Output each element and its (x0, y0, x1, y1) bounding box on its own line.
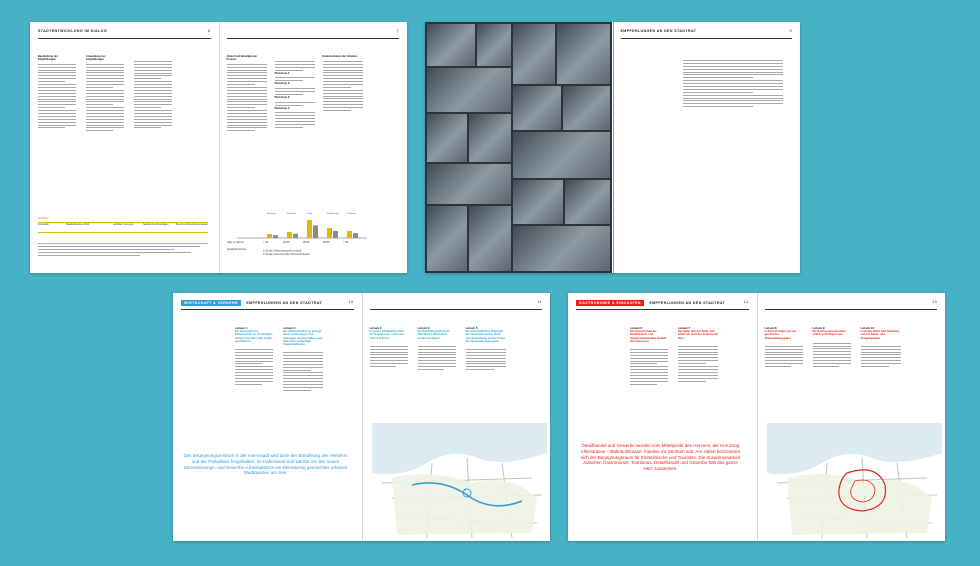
thesis-label: Leitsatz 7: (678, 327, 691, 330)
body-text-lines (683, 60, 783, 107)
chart-category-label: Stadtplanung (326, 213, 339, 215)
thesis-text: Die Gastronomie am Hafen strahlt in die Region aus. (812, 330, 846, 337)
areas-table (38, 218, 208, 268)
running-header (621, 29, 793, 38)
chart-legend-entry: in 50 allen Wohnortgruppe/Innenstadt (262, 250, 301, 253)
chart-bar (267, 234, 272, 238)
document-spread-1 (30, 22, 407, 273)
body-text-lines (235, 349, 273, 385)
summary-caption: Das Begegnungszentrum in der Innenstadt wird dank der Bündelung des Verkehrs und der Parkplätze freigehalten. Im Hafenareal Süd wächst mit den neuen Dienstleistungs- und Gewerbe-Arbeitsplätzen ein kleinräumig gemischtes urbanes Stadtquartier am See. (183, 453, 348, 476)
table-rule (38, 243, 208, 244)
page-12 (568, 293, 757, 541)
text-column (86, 56, 124, 133)
header-rule (181, 309, 354, 310)
workshop-photo (513, 180, 563, 224)
thesis-column (678, 327, 718, 383)
section-title: EMPFEHLUNGEN AN DEN STADTRAT (620, 29, 697, 33)
chart-tick-label: 35-50 (302, 241, 310, 244)
header-rule (38, 38, 211, 39)
text-column (683, 60, 783, 109)
text-column (38, 56, 76, 130)
workshop-photo (513, 86, 561, 130)
workshop-photo (427, 206, 467, 271)
workshop-photo (427, 114, 467, 162)
thesis-label: Leitsatz 3: (369, 327, 383, 330)
text-column (227, 56, 267, 133)
page-11 (362, 293, 551, 541)
chart-bar (353, 233, 358, 238)
page-number: 10 (348, 300, 354, 304)
page-number: 9 (789, 29, 792, 33)
thesis-label: Leitsatz 5: (465, 327, 479, 330)
body-text-lines (678, 346, 718, 382)
chart-tick-label: > 65 (342, 241, 348, 244)
chart-bar (327, 228, 332, 238)
thesis-text: Der Hafenareal Rorf ist geprägt durch umfassungen Frei- nutzungen und das Hafen- areal Süd durch nachhaltige Tangentialdienste. (283, 330, 323, 347)
chart-category-label: Wirtschaft (286, 213, 296, 215)
thesis-label: Leitsatz 6: (630, 327, 643, 330)
chart-tick-label: 50-65 (322, 241, 330, 244)
map-district (392, 474, 537, 535)
thesis-text: Im Gebiet Hafen Süd entwickelt sich ein Kultur- und Ausgehangebot. (860, 330, 900, 340)
body-text-lines (466, 349, 506, 370)
table-head: Bereiche Entwicklungsstrategie (176, 224, 208, 226)
chart-legend-entry: in 50 allen Gemeinschaften/Wirtschaftsbetrieb (262, 254, 310, 256)
section-tag: GASTRONOMIE & EINKAUFEN (576, 300, 644, 306)
thesis-text: In grünen Stadtgebiet erlebt der Begegnungs- raum eine höhere Präsenz. (369, 330, 404, 340)
chart-category-label: Kultur (306, 213, 312, 215)
workshop-photo (427, 68, 511, 112)
header-rule (370, 309, 543, 310)
workshop-label: Workshop 1: (274, 71, 291, 75)
body-text-lines (283, 352, 323, 390)
thesis-column (370, 327, 408, 369)
chart-legend-entry: Stadtgrößenklasse (226, 249, 246, 251)
workshop-photo (469, 206, 511, 271)
page-number: 12 (743, 300, 749, 304)
chart-category-label: Marketing (266, 213, 276, 215)
chart-tick-label: Alter in Jahren (226, 241, 244, 244)
table-head: Leitbilder, Konzepte (113, 224, 134, 226)
body-text-lines (134, 61, 172, 128)
workshop-photo (469, 114, 511, 162)
summary-caption: Detailhandel und Gewerbe werden vom Mittelpunkt des Herzens, der Kreuzung Alleestrasse – Bahnhofstrasse, Impulse ins Zentrum aus. Am Hafen konzentriert sich der Begegnungsraum für Einheimische und Touristen. Die Zusammenarbeit zwischen Gastronomie, Tourismus, Detailhandel und Gewerbe hält das ganze Herz zusammen. (580, 443, 741, 472)
body-text-lines (275, 61, 315, 71)
header-rule (576, 309, 749, 310)
thesis-column (765, 327, 803, 369)
chart-bar (293, 234, 298, 238)
text-column (323, 56, 363, 113)
text-column (275, 56, 315, 130)
chart-bar (307, 220, 312, 238)
document-spread-4 (568, 293, 945, 541)
thesis-text: Die Innenstadt ans Bodenseeufer ist ein lebhaftes Zentrum für Wirtschaft, Kultur und Wohnen. (235, 330, 273, 343)
workshop-label: Workshop 4: (274, 106, 291, 110)
page-number: 11 (537, 300, 542, 304)
body-text-lines (370, 346, 408, 367)
section-tag: WIRTSCHAFT & VERKEHR (181, 300, 241, 306)
workshop-photo (427, 24, 475, 66)
workshop-photo (557, 24, 610, 84)
running-header (765, 300, 938, 309)
body-text-lines (813, 343, 851, 367)
running-header (370, 300, 543, 309)
body-text-lines (630, 349, 668, 385)
thesis-label: Leitsatz 8: (764, 327, 778, 330)
page-10 (173, 293, 362, 541)
lake-shore (372, 423, 547, 474)
thesis-column (630, 327, 668, 387)
thesis-text: Der Hafen und das Stadt- bad bilden ein zentrales Zentrum mit Herz. (678, 330, 718, 340)
body-text-lines (418, 346, 456, 370)
page-7 (219, 22, 408, 273)
chart-tick-label: < 20 (262, 241, 268, 244)
column-heading: Dokumentation der Arbeiten (322, 55, 358, 58)
chart-category-label: Tourismus (346, 213, 356, 215)
table-rule (38, 222, 208, 223)
body-text-lines (227, 64, 267, 131)
table-label: BEREICH (38, 218, 49, 220)
body-text-lines (86, 64, 124, 131)
thesis-label: Leitsatz 1: (235, 327, 248, 330)
chart-bar (273, 235, 278, 238)
workshop-label: Workshop 2: (274, 82, 291, 86)
city-map (372, 423, 547, 538)
chart-bar (347, 231, 352, 238)
body-text-lines (861, 346, 901, 367)
thesis-label: Leitsatz 10: (860, 327, 875, 330)
text-column (134, 56, 172, 130)
page-number: 6 (208, 29, 211, 33)
running-header (576, 300, 749, 309)
page-9 (613, 22, 801, 273)
table-rule (38, 232, 208, 233)
running-header (181, 300, 354, 309)
photo-collage (425, 22, 612, 273)
thesis-label: Leitsatz 2: (283, 327, 296, 330)
page-13 (757, 293, 946, 541)
column-heading: Bearbeitung der Empfehlungen (38, 55, 58, 61)
thesis-column (235, 327, 273, 387)
thesis-column (418, 327, 456, 372)
chart-bar (313, 225, 318, 238)
thesis-text: Die Gemeinschaft der Detailhandels- und Gastronomiebetriebe bündelt ihre Interessen. (630, 330, 667, 343)
chart-bars (227, 212, 358, 256)
workshop-photo (565, 180, 610, 224)
thesis-column (813, 327, 851, 369)
workshop-photo (513, 132, 610, 178)
body-text-lines (323, 61, 363, 111)
document-spread-2 (425, 22, 800, 273)
workshop-label: Workshop 3: (274, 95, 291, 99)
chart-bar (287, 232, 292, 238)
header-rule (765, 309, 938, 310)
table-head: Stadtteil-Fachgrundlagen (143, 224, 169, 226)
workshop-photo (513, 226, 610, 271)
body-text-lines (38, 64, 76, 128)
chart-tick-label: 20-35 (282, 241, 290, 244)
workshop-photo (427, 164, 511, 204)
thesis-column (861, 327, 901, 369)
workshop-photo (513, 24, 555, 84)
header-rule (621, 38, 793, 39)
column-heading: Anwendung der Empfehlungen (86, 55, 106, 61)
table-head: Innenstadt (38, 224, 49, 226)
thesis-column (283, 327, 323, 393)
thesis-label: Leitsatz 9: (812, 327, 826, 330)
thesis-text: Die wirtschaftlichen Potentiale der Innenstadt werden durch eine Realisierung auf dem Rand der Innenstadt angesiedelt. (465, 330, 505, 343)
document-spread-3 (173, 293, 550, 541)
column-heading: Ablauf und Beteiligte am Prozess (226, 55, 257, 61)
header-rule (227, 38, 400, 39)
workshop-photo (477, 24, 511, 66)
page-6 (30, 22, 219, 273)
body-text-lines (765, 346, 803, 367)
section-title: STADTENTWICKLUNG IM DIALOG (38, 29, 108, 33)
running-header (227, 29, 400, 38)
thesis-text: In Zentrum bildet sich ein gesichertes Alleinstellungsgebiet. (764, 330, 796, 340)
city-map (767, 423, 942, 538)
thesis-column (466, 327, 506, 372)
page-number: 7 (396, 29, 399, 33)
lake-shore (767, 423, 942, 474)
section-title: EMPFEHLUNGEN AN DEN STADTRAT (649, 301, 726, 305)
table-head: Stadtteilquartiere 2014 (66, 224, 90, 226)
section-title: EMPFEHLUNGEN AN DEN STADTRAT (246, 301, 323, 305)
running-header (38, 29, 211, 38)
map-district (787, 474, 932, 535)
thesis-text: Die Mobilitätsangebote im öffentlichen Nahverkehr werden gesteigert. (417, 330, 450, 340)
thesis-label: Leitsatz 4: (417, 327, 431, 330)
chart-bar (333, 231, 338, 238)
table-cell-lines (38, 246, 208, 258)
workshop-photo (563, 86, 610, 130)
page-number: 13 (932, 300, 937, 304)
age-bar-chart (227, 202, 377, 262)
